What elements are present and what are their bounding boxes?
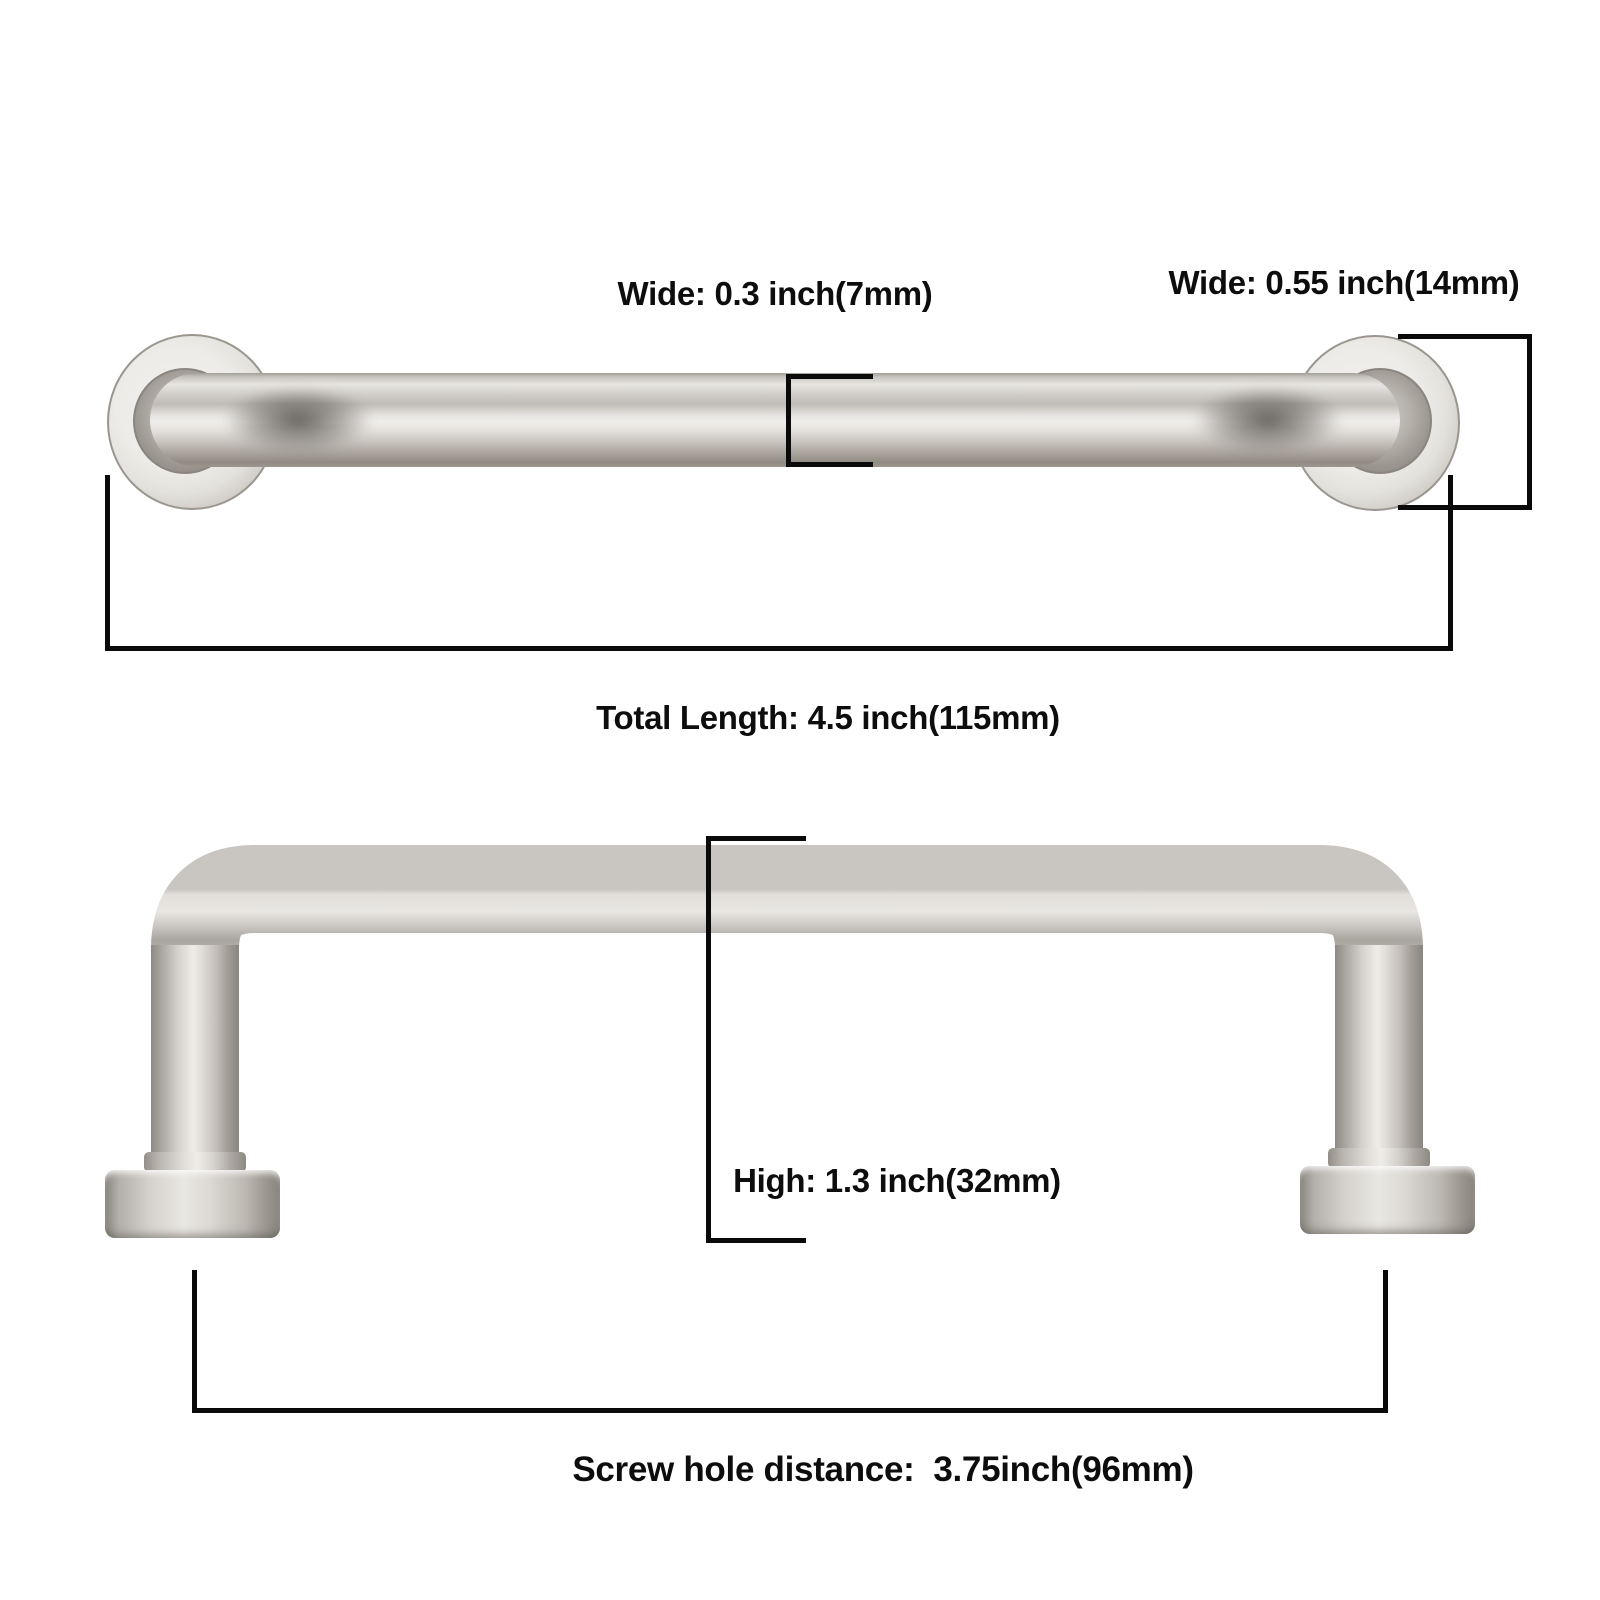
screw-base-left — [105, 1170, 280, 1238]
screw-base-right — [1300, 1166, 1475, 1234]
screw-hole-distance-dimension-marker — [192, 1270, 1388, 1413]
handle-post-right — [1335, 945, 1423, 1151]
total-length-dimension-label: Total Length: 4.5 inch(115mm) — [596, 699, 1060, 736]
flange-width-dimension-label: Wide: 0.55 inch(14mm) — [1168, 264, 1520, 301]
screw-hole-distance-dimension-label: Screw hole distance: 3.75inch(96mm) — [572, 1450, 1194, 1489]
post-collar-right — [1328, 1148, 1430, 1168]
height-dimension-label: High: 1.3 inch(32mm) — [733, 1162, 1061, 1199]
handle-post-left — [151, 945, 239, 1155]
post-collar-left — [144, 1152, 246, 1172]
bar-width-dimension-label: Wide: 0.3 inch(7mm) — [617, 275, 933, 312]
